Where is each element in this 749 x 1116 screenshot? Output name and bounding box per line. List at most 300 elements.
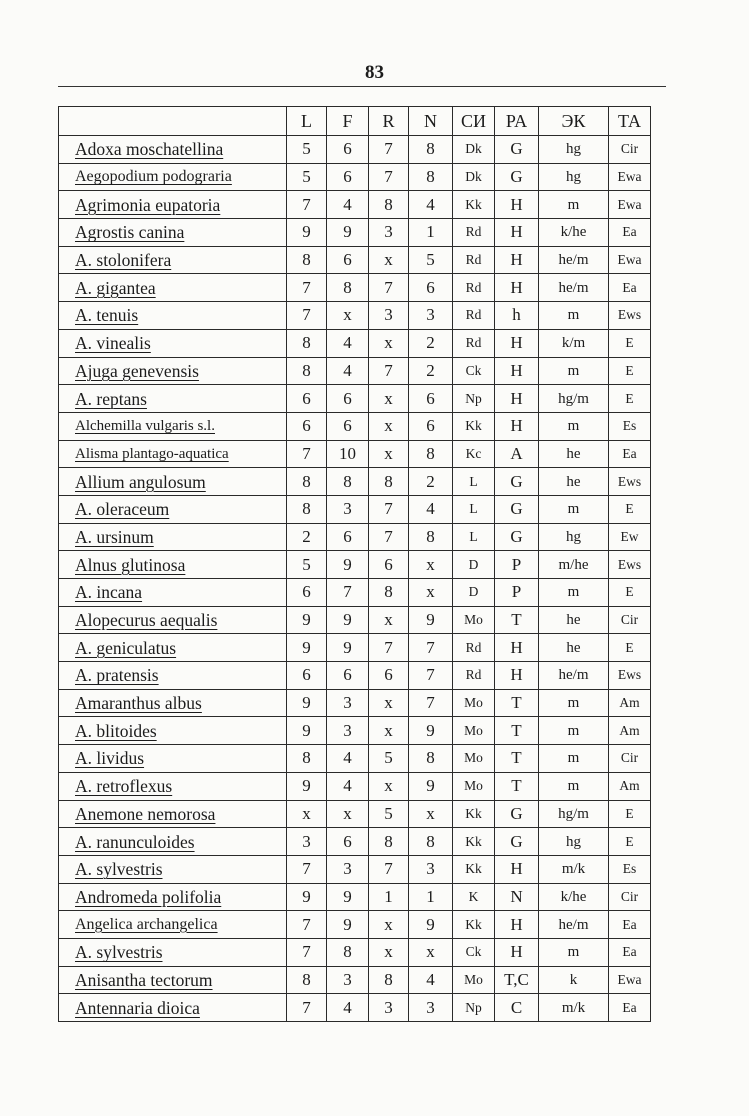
species-name: Alchemilla vulgaris s.l. [59,412,287,440]
l-value: 8 [287,495,327,523]
table-row [59,274,651,302]
l-value: 8 [287,246,327,274]
header-n: N [409,107,453,136]
n-value: 8 [409,136,453,164]
ta-value: Cir [609,606,651,634]
ta-value: Cir [609,883,651,911]
f-value: 4 [327,772,369,800]
l-value: 6 [287,412,327,440]
n-value: x [409,579,453,607]
ek-value: he [539,468,609,496]
f-value: 8 [327,938,369,966]
ta-value: Es [609,855,651,883]
ek-value: m/he [539,551,609,579]
species-name: A. blitoides [59,717,287,745]
n-value: 7 [409,662,453,690]
ek-value: he [539,606,609,634]
l-value: 9 [287,717,327,745]
pa-value: A [495,440,539,468]
f-value: 9 [327,883,369,911]
ta-value: Ea [609,911,651,939]
ta-value: Es [609,412,651,440]
r-value: x [369,717,409,745]
n-value: 7 [409,689,453,717]
pa-value: T [495,689,539,717]
ek-value: he/m [539,274,609,302]
species-name: A. vinealis [59,329,287,357]
si-value: Dk [453,163,495,191]
ta-value: E [609,357,651,385]
si-value: Np [453,385,495,413]
si-value: Ck [453,938,495,966]
n-value: x [409,800,453,828]
l-value: 8 [287,966,327,994]
table-row [59,883,651,911]
table-row [59,745,651,773]
r-value: 8 [369,828,409,856]
n-value: 5 [409,246,453,274]
r-value: x [369,938,409,966]
r-value: x [369,606,409,634]
ek-value: m [539,689,609,717]
ek-value: hg [539,828,609,856]
r-value: 3 [369,302,409,330]
n-value: 9 [409,772,453,800]
n-value: 9 [409,911,453,939]
n-value: 9 [409,606,453,634]
r-value: 8 [369,579,409,607]
species-name: Alopecurus aequalis [59,606,287,634]
species-name: A. stolonifera [59,246,287,274]
n-value: 4 [409,191,453,219]
r-value: x [369,440,409,468]
pa-value: G [495,828,539,856]
l-value: 7 [287,855,327,883]
ta-value: Ew [609,523,651,551]
f-value: 6 [327,412,369,440]
pa-value: P [495,579,539,607]
pa-value: H [495,246,539,274]
pa-value: T [495,606,539,634]
table-row [59,412,651,440]
species-name: Antennaria dioica [59,994,287,1022]
species-name: A. reptans [59,385,287,413]
ta-value: Ewa [609,246,651,274]
pa-value: H [495,191,539,219]
header-rule [58,86,666,87]
species-name: A. sylvestris [59,855,287,883]
ta-value: E [609,800,651,828]
table-row [59,191,651,219]
pa-value: P [495,551,539,579]
table-row [59,163,651,191]
ta-value: Ea [609,938,651,966]
table-row [59,468,651,496]
ta-value: Am [609,772,651,800]
si-value: Mo [453,689,495,717]
n-value: 3 [409,302,453,330]
si-value: Kk [453,911,495,939]
l-value: 9 [287,883,327,911]
pa-value: H [495,911,539,939]
n-value: 8 [409,440,453,468]
ta-value: Ewa [609,163,651,191]
n-value: 9 [409,717,453,745]
r-value: 3 [369,219,409,247]
table-row [59,911,651,939]
l-value: 3 [287,828,327,856]
ek-value: m [539,412,609,440]
l-value: 9 [287,689,327,717]
table-row [59,828,651,856]
header-ta: ТА [609,107,651,136]
l-value: 7 [287,191,327,219]
header-f: F [327,107,369,136]
n-value: 3 [409,855,453,883]
table-row [59,329,651,357]
pa-value: H [495,329,539,357]
species-name: A. gigantea [59,274,287,302]
n-value: 2 [409,357,453,385]
ek-value: m [539,938,609,966]
si-value: Rd [453,302,495,330]
table-row [59,662,651,690]
l-value: 7 [287,938,327,966]
f-value: 7 [327,579,369,607]
r-value: 8 [369,191,409,219]
ta-value: Ews [609,302,651,330]
n-value: 8 [409,163,453,191]
f-value: 3 [327,855,369,883]
r-value: 7 [369,163,409,191]
r-value: 1 [369,883,409,911]
r-value: x [369,689,409,717]
r-value: 6 [369,551,409,579]
pa-value: H [495,662,539,690]
si-value: Mo [453,966,495,994]
ta-value: Ea [609,994,651,1022]
table-row [59,357,651,385]
ta-value: E [609,634,651,662]
si-value: Np [453,994,495,1022]
r-value: x [369,246,409,274]
r-value: x [369,772,409,800]
si-value: Rd [453,329,495,357]
n-value: 8 [409,828,453,856]
si-value: Rd [453,219,495,247]
pa-value: C [495,994,539,1022]
table-row [59,717,651,745]
ta-value: Ews [609,662,651,690]
ek-value: hg/m [539,800,609,828]
r-value: 7 [369,495,409,523]
pa-value: H [495,219,539,247]
f-value: 6 [327,163,369,191]
pa-value: G [495,523,539,551]
header-l: L [287,107,327,136]
ek-value: hg [539,523,609,551]
ek-value: he [539,440,609,468]
l-value: 8 [287,357,327,385]
f-value: 4 [327,191,369,219]
si-value: Rd [453,246,495,274]
pa-value: H [495,385,539,413]
species-name: A. pratensis [59,662,287,690]
n-value: 8 [409,523,453,551]
table-body [59,136,651,1022]
table-row [59,855,651,883]
l-value: 5 [287,136,327,164]
r-value: 8 [369,468,409,496]
table-row [59,634,651,662]
n-value: 6 [409,274,453,302]
table-row [59,219,651,247]
ek-value: m [539,745,609,773]
l-value: 6 [287,385,327,413]
species-name: A. lividus [59,745,287,773]
ek-value: k [539,966,609,994]
table-header-row [59,107,651,136]
si-value: Rd [453,274,495,302]
species-name: Ajuga genevensis [59,357,287,385]
si-value: Kk [453,828,495,856]
l-value: 8 [287,468,327,496]
table-row [59,800,651,828]
table-row [59,551,651,579]
table-row [59,495,651,523]
ta-value: Ea [609,440,651,468]
ta-value: E [609,579,651,607]
l-value: 9 [287,219,327,247]
species-name: Aegopodium podograria [59,163,287,191]
header-r: R [369,107,409,136]
species-name: A. ursinum [59,523,287,551]
header-blank [59,107,287,136]
f-value: 9 [327,911,369,939]
species-name: Adoxa moschatellina [59,136,287,164]
pa-value: G [495,800,539,828]
l-value: x [287,800,327,828]
ek-value: hg [539,136,609,164]
f-value: 8 [327,274,369,302]
r-value: 7 [369,634,409,662]
pa-value: G [495,136,539,164]
ta-value: Ea [609,274,651,302]
ek-value: m [539,191,609,219]
ek-value: k/he [539,883,609,911]
species-name: A. incana [59,579,287,607]
l-value: 7 [287,440,327,468]
l-value: 6 [287,662,327,690]
l-value: 7 [287,302,327,330]
ek-value: k/he [539,219,609,247]
ek-value: he/m [539,911,609,939]
ta-value: Cir [609,745,651,773]
pa-value: G [495,495,539,523]
r-value: 7 [369,357,409,385]
pa-value: G [495,468,539,496]
l-value: 2 [287,523,327,551]
ek-value: m [539,579,609,607]
pa-value: H [495,357,539,385]
species-name: A. tenuis [59,302,287,330]
species-name: Agrimonia eupatoria [59,191,287,219]
species-name: Alisma plantago-aquatica [59,440,287,468]
species-name: A. geniculatus [59,634,287,662]
species-name: Andromeda polifolia [59,883,287,911]
si-value: L [453,468,495,496]
n-value: 1 [409,219,453,247]
n-value: x [409,938,453,966]
f-value: 6 [327,385,369,413]
species-name: Anemone nemorosa [59,800,287,828]
table-row [59,606,651,634]
f-value: 6 [327,523,369,551]
l-value: 5 [287,163,327,191]
n-value: 2 [409,468,453,496]
species-name: Alnus glutinosa [59,551,287,579]
n-value: 1 [409,883,453,911]
l-value: 6 [287,579,327,607]
r-value: 7 [369,136,409,164]
n-value: 3 [409,994,453,1022]
f-value: 3 [327,689,369,717]
f-value: 3 [327,495,369,523]
n-value: 7 [409,634,453,662]
species-name: A. ranunculoides [59,828,287,856]
table-row [59,136,651,164]
si-value: Kk [453,191,495,219]
species-name: A. sylvestris [59,938,287,966]
f-value: 8 [327,468,369,496]
table-row [59,689,651,717]
table-row [59,579,651,607]
pa-value: H [495,855,539,883]
pa-value: T [495,717,539,745]
header-pa: PA [495,107,539,136]
species-name: A. retroflexus [59,772,287,800]
f-value: 10 [327,440,369,468]
f-value: 3 [327,717,369,745]
table-row [59,966,651,994]
ek-value: m/k [539,855,609,883]
si-value: Ck [453,357,495,385]
n-value: 2 [409,329,453,357]
ta-value: E [609,828,651,856]
table-row [59,246,651,274]
ta-value: Am [609,717,651,745]
r-value: 5 [369,745,409,773]
ta-value: E [609,329,651,357]
si-value: Mo [453,717,495,745]
ek-value: m [539,717,609,745]
ek-value: k/m [539,329,609,357]
r-value: 6 [369,662,409,690]
species-name: Anisantha tectorum [59,966,287,994]
ek-value: m [539,302,609,330]
r-value: 5 [369,800,409,828]
si-value: Rd [453,634,495,662]
f-value: 4 [327,745,369,773]
ta-value: E [609,495,651,523]
f-value: 6 [327,662,369,690]
ta-value: Ea [609,219,651,247]
si-value: K [453,883,495,911]
ek-value: m/k [539,994,609,1022]
f-value: 6 [327,828,369,856]
f-value: 3 [327,966,369,994]
pa-value: h [495,302,539,330]
r-value: 8 [369,966,409,994]
f-value: 6 [327,136,369,164]
pa-value: T,C [495,966,539,994]
l-value: 9 [287,634,327,662]
f-value: 4 [327,357,369,385]
n-value: 4 [409,966,453,994]
l-value: 7 [287,911,327,939]
l-value: 9 [287,606,327,634]
table-row [59,994,651,1022]
n-value: 8 [409,745,453,773]
si-value: Dk [453,136,495,164]
species-name: Angelica archangelica [59,911,287,939]
l-value: 8 [287,745,327,773]
si-value: L [453,523,495,551]
table-row [59,302,651,330]
r-value: x [369,412,409,440]
page-number: 83 [365,62,384,83]
pa-value: N [495,883,539,911]
r-value: 7 [369,274,409,302]
n-value: 6 [409,385,453,413]
ek-value: hg [539,163,609,191]
pa-value: H [495,938,539,966]
species-name: Allium angulosum [59,468,287,496]
ta-value: Ewa [609,191,651,219]
f-value: x [327,302,369,330]
species-name: A. oleraceum [59,495,287,523]
si-value: Kk [453,412,495,440]
ta-value: Cir [609,136,651,164]
l-value: 7 [287,274,327,302]
si-value: Kk [453,855,495,883]
table-row [59,772,651,800]
f-value: 9 [327,634,369,662]
ta-value: E [609,385,651,413]
pa-value: T [495,745,539,773]
n-value: 6 [409,412,453,440]
l-value: 5 [287,551,327,579]
pa-value: H [495,634,539,662]
table-row [59,938,651,966]
species-name: Amaranthus albus [59,689,287,717]
f-value: 9 [327,219,369,247]
header-ek: ЭК [539,107,609,136]
f-value: x [327,800,369,828]
f-value: 9 [327,551,369,579]
f-value: 4 [327,329,369,357]
si-value: L [453,495,495,523]
f-value: 6 [327,246,369,274]
ta-value: Am [609,689,651,717]
ta-value: Ews [609,551,651,579]
pa-value: T [495,772,539,800]
r-value: x [369,385,409,413]
table-row [59,440,651,468]
n-value: 4 [409,495,453,523]
r-value: 7 [369,523,409,551]
ta-value: Ews [609,468,651,496]
